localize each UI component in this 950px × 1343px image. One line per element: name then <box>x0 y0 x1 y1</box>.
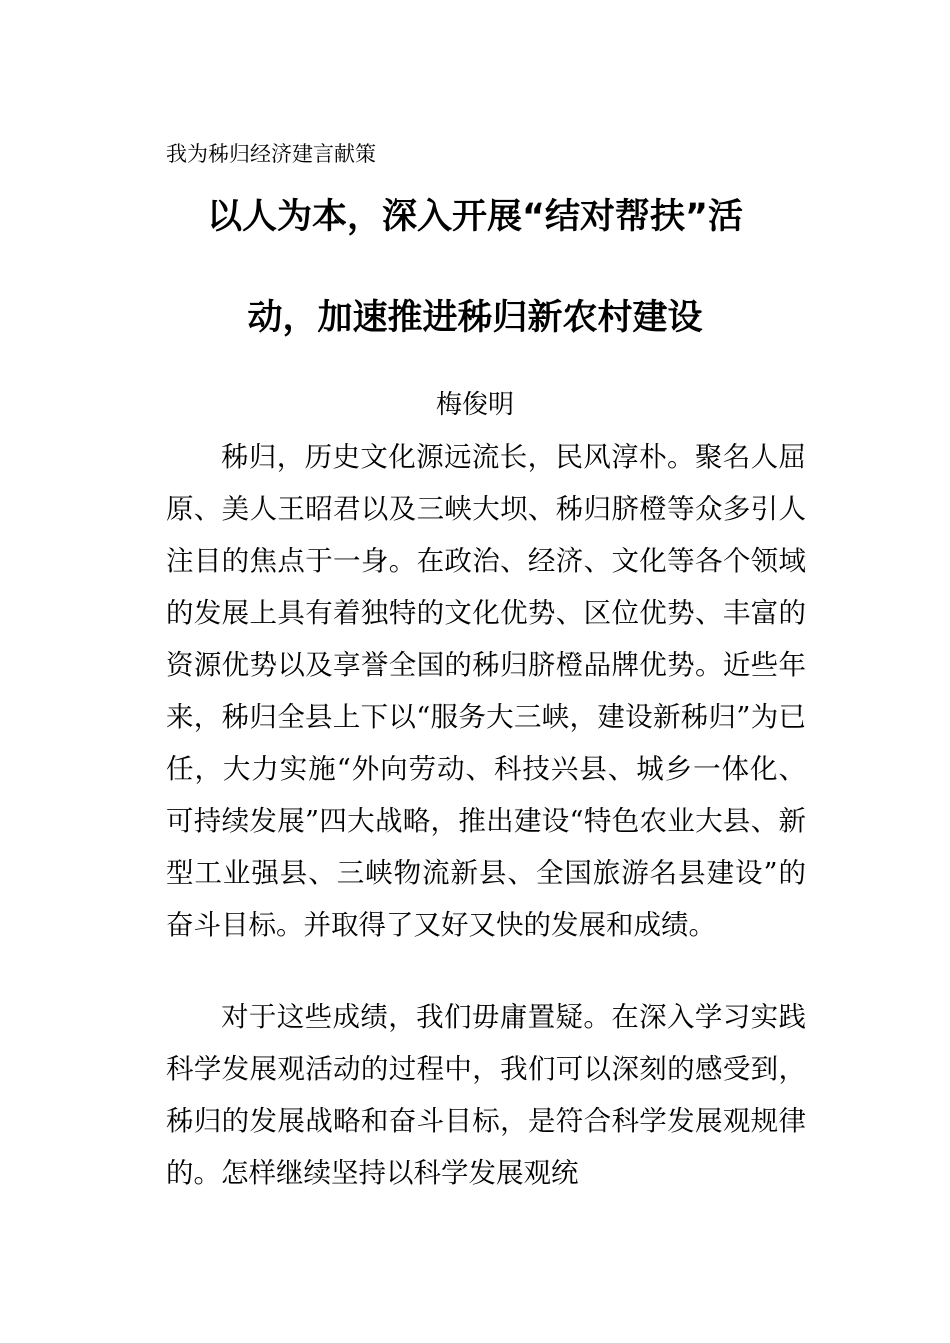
article-title-line-1: 以人为本，深入开展“结对帮扶”活 <box>206 197 743 237</box>
author-name: 梅俊明 <box>435 390 514 420</box>
column-kicker: 我为秭归经济建言献策 <box>166 142 376 166</box>
body-paragraph: 秭归，历史文化源远流长，民风淳朴。聚名人屈原、美人王昭君以及三峡大坝、秭归脐橙等众多引人注目的焦点于一身。在政治、经济、文化等各个领域的发展上具有着独特的文化优势、区位优势、丰富的资源优势以及享誉全国的秭归脐橙品牌优势。近些年来，秭归全县上下以“服务大三峡，建设新秭归”为已任，大力实施“外向劳动、科技兴县、城乡一体化、可持续发展”四大战略，推出建设“特色农业大县、新型工业强县、三峡物流新县、全国旅游名县建设”的奋斗目标。并取得了又好又快的发展和成绩。 <box>166 441 806 941</box>
body-paragraph: 对于这些成绩，我们毋庸置疑。在深入学习实践科学发展观活动的过程中，我们可以深刻的感受到，秭归的发展战略和奋斗目标，是符合科学发展观规律的。怎样继续坚持以科学发展观统 <box>166 1001 806 1189</box>
article-title-line-2: 动，加速推进秭归新农村建设 <box>247 298 703 338</box>
